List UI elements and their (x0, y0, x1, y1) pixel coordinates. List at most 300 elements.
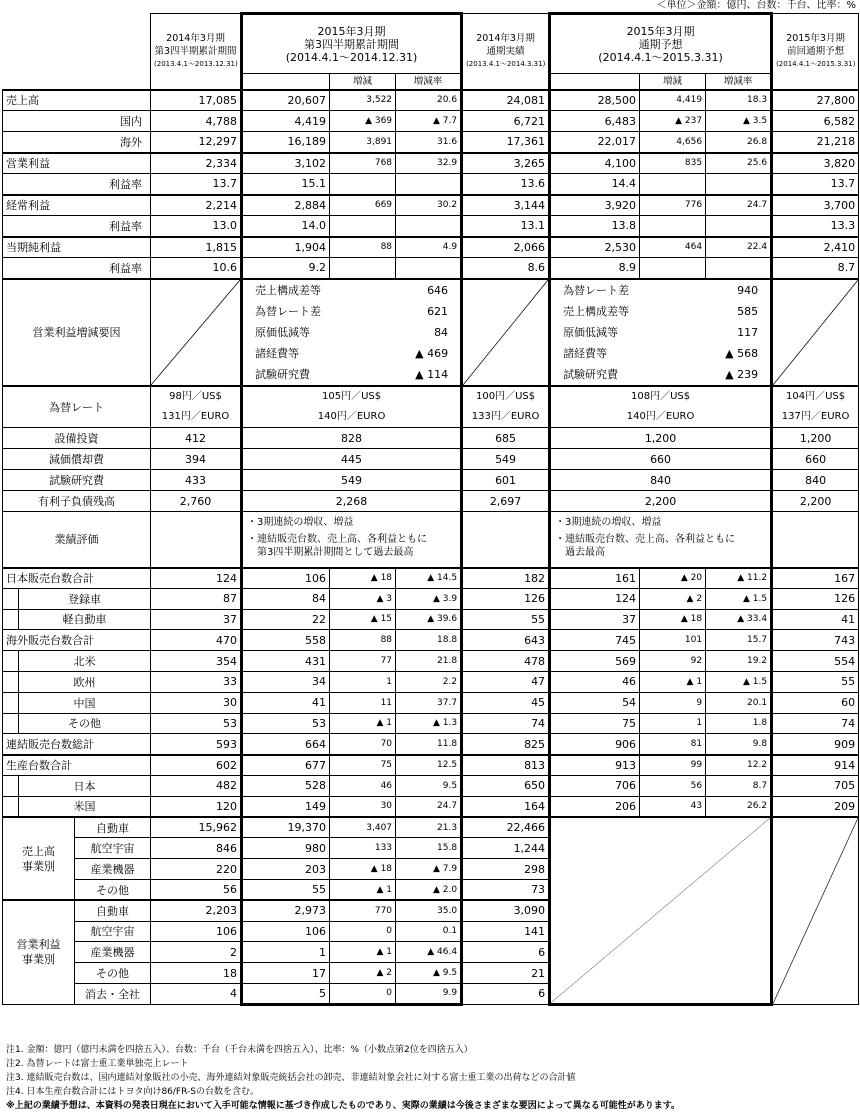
value-cell: 11 (330, 692, 396, 713)
value-cell: 6,582 (772, 111, 859, 132)
fx-cell (462, 386, 550, 428)
h5-title: 2015年3月期 (786, 32, 845, 44)
label-spacer (3, 609, 19, 630)
value-cell: 660 (550, 449, 772, 470)
fx-cell (550, 386, 772, 428)
value-cell: 549 (242, 470, 462, 491)
value-cell: 55 (772, 671, 859, 692)
financial-row (3, 90, 859, 111)
h3-title: 2014年3月期 (476, 32, 535, 44)
row-label: 海外販売台数合計 (3, 630, 151, 651)
factor-item (243, 364, 460, 385)
unit-row (3, 671, 859, 692)
value-cell: ▲ 14.5 (396, 568, 462, 589)
row-label: 経常利益 (3, 195, 75, 216)
value-cell: 22.4 (706, 237, 772, 258)
factor-value: 84 (434, 325, 449, 339)
value-cell: 18 (151, 963, 242, 984)
fx-usd: 108円／US$ (631, 390, 691, 402)
diag-cell (550, 817, 772, 1004)
label-spacer (3, 775, 19, 796)
value-cell: 914 (772, 755, 859, 776)
segment-label-1: 売上高 (22, 844, 55, 858)
factor-name: 試験研究費 (563, 367, 619, 381)
row-label: 減価償却費 (3, 449, 151, 470)
value-cell: 75 (330, 755, 396, 776)
corner-cell (3, 14, 151, 90)
value-cell: 9.8 (706, 734, 772, 755)
value-cell: 21,218 (772, 132, 859, 153)
value-cell: 19,370 (242, 817, 330, 838)
value-cell: 101 (640, 630, 706, 651)
value-cell: 25.6 (706, 153, 772, 174)
value-cell: 18.3 (706, 90, 772, 111)
value-cell: 55 (462, 609, 550, 630)
value-cell: 412 (151, 428, 242, 449)
diagonal-line (773, 818, 858, 1004)
value-cell: 13.0 (151, 216, 242, 237)
fx-eur: 140円／EURO (317, 410, 386, 422)
row-label: 生産台数合計 (3, 755, 151, 776)
factor-value: 117 (737, 325, 759, 339)
fx-usd: 98円／US$ (169, 390, 222, 402)
footnote: 注2. 為替レートは富士重工業単独売上レート (6, 1059, 189, 1069)
unit-row (3, 630, 859, 651)
financial-row (3, 174, 859, 195)
fx-cell (242, 386, 462, 428)
value-cell: 34 (242, 671, 330, 692)
value-cell: 27,800 (772, 90, 859, 111)
value-cell: 126 (772, 588, 859, 609)
value-cell: 650 (462, 775, 550, 796)
value-cell: 2,268 (242, 491, 462, 512)
h5-range: (2014.4.1～2015.3.31) (776, 59, 856, 68)
evaluation-row (3, 512, 859, 568)
row-label: 当期純利益 (3, 237, 75, 258)
factor-value: ▲ 568 (725, 346, 759, 360)
h4-title: 2015年3月期 (626, 24, 695, 38)
value-cell: 30 (151, 692, 242, 713)
label-spacer (75, 153, 151, 174)
value-cell: 0 (330, 921, 396, 942)
value-cell: 13.1 (462, 216, 550, 237)
value-cell (706, 174, 772, 195)
factor-item (243, 280, 460, 301)
value-cell: 30.2 (396, 195, 462, 216)
factor-name: 為替レート差 (563, 283, 630, 297)
value-cell: 9.2 (242, 258, 330, 279)
header-col5 (772, 14, 859, 90)
unit-row (3, 568, 859, 589)
footnotes (6, 1043, 856, 1113)
value-cell: 2,760 (151, 491, 242, 512)
value-cell: 164 (462, 796, 550, 817)
factor-value: 940 (737, 283, 759, 297)
value-cell: 569 (550, 651, 640, 672)
value-cell: 3,920 (550, 195, 640, 216)
value-cell: 56 (151, 879, 242, 900)
row-label: 営業利益 (3, 153, 75, 174)
value-cell: 87 (151, 588, 242, 609)
value-cell: 906 (550, 734, 640, 755)
value-cell (706, 258, 772, 279)
value-cell: 11.8 (396, 734, 462, 755)
value-cell: 1,200 (550, 428, 772, 449)
value-cell (640, 216, 706, 237)
unit-row (3, 713, 859, 734)
factor-item (243, 322, 460, 343)
row-sublabel: 海外 (19, 132, 151, 153)
value-cell: ▲ 33.4 (706, 609, 772, 630)
value-cell: ▲ 1.5 (706, 588, 772, 609)
value-cell: 3,522 (330, 90, 396, 111)
value-cell: 482 (151, 775, 242, 796)
footnote: 注3. 連結販売台数は、国内連結対象販社の小売、海外連結対象販売統括会社の卸売、非連結対象会社に対する富士重工業の出荷などの合計値 (6, 1073, 576, 1083)
value-cell: 768 (330, 153, 396, 174)
label-spacer (3, 713, 19, 734)
row-label: 試験研究費 (3, 470, 151, 491)
row-label: 設備投資 (3, 428, 151, 449)
value-cell (640, 174, 706, 195)
value-cell: 1 (330, 671, 396, 692)
value-cell: ▲ 18 (330, 859, 396, 880)
value-cell: 99 (640, 755, 706, 776)
value-cell: 8.6 (462, 258, 550, 279)
value-cell: 602 (151, 755, 242, 776)
value-cell (706, 216, 772, 237)
blank-cell (772, 512, 859, 568)
value-cell: 88 (330, 630, 396, 651)
footnote: ※上記の業績予想は、本資料の発表日現在において入手可能な情報に基づき作成したものであり、実際の業績は今後さまざまな要因によって異なる可能性があります。 (6, 1101, 681, 1111)
row-sublabel: 利益率 (19, 174, 151, 195)
value-cell: 21.3 (396, 817, 462, 838)
segment-label-2: 事業別 (22, 859, 55, 873)
value-cell: 21 (462, 963, 550, 984)
eval-line: 過去最高 (565, 547, 606, 558)
value-cell: 203 (242, 859, 330, 880)
value-cell: 2,334 (151, 153, 242, 174)
factor-value: 585 (737, 304, 759, 318)
value-cell: 30 (330, 796, 396, 817)
factor-name: 原価低減等 (255, 325, 311, 339)
h2-range: (2014.4.1～2014.12.31) (285, 50, 418, 64)
value-cell: 298 (462, 859, 550, 880)
row-sublabel: 北米 (19, 651, 151, 672)
value-cell: ▲ 237 (640, 111, 706, 132)
row-label: 日本販売台数合計 (3, 568, 151, 589)
value-cell: 2,410 (772, 237, 859, 258)
value-cell: 431 (242, 651, 330, 672)
unit-row (3, 609, 859, 630)
value-cell: 8.9 (550, 258, 640, 279)
value-cell: ▲ 2 (330, 963, 396, 984)
value-cell: 2,697 (462, 491, 550, 512)
value-cell: 149 (242, 796, 330, 817)
value-cell: 909 (772, 734, 859, 755)
value-cell: 13.7 (772, 174, 859, 195)
factor-item (551, 322, 770, 343)
value-cell: 4,788 (151, 111, 242, 132)
factor-name: 諸経費等 (255, 346, 300, 360)
earnings-table (2, 12, 859, 1006)
value-cell: 528 (242, 775, 330, 796)
value-cell: 124 (151, 568, 242, 589)
op-factor-label: 営業利益増減要因 (3, 279, 151, 386)
value-cell: 47 (462, 671, 550, 692)
value-cell: 643 (462, 630, 550, 651)
fx-eur: 131円／EURO (161, 410, 230, 422)
value-cell: 601 (462, 470, 550, 491)
value-cell: ▲ 11.2 (706, 568, 772, 589)
row-sublabel: 軽自動車 (19, 609, 151, 630)
financial-row (3, 258, 859, 279)
factor-name: 売上構成差等 (255, 283, 322, 297)
value-cell: 394 (151, 449, 242, 470)
value-cell: 12.2 (706, 755, 772, 776)
value-cell: 6 (462, 983, 550, 1004)
h2-title: 2015年3月期 (317, 24, 386, 38)
fx-cell (772, 386, 859, 428)
value-cell: 14.0 (242, 216, 330, 237)
value-cell: ▲ 1 (330, 879, 396, 900)
value-cell: 53 (151, 713, 242, 734)
fx-cell (151, 386, 242, 428)
value-cell: 28,500 (550, 90, 640, 111)
op-factors-q3 (242, 279, 462, 386)
eval-line: ・連結販売台数、売上高、各利益ともに (247, 534, 428, 545)
value-cell: 31.6 (396, 132, 462, 153)
row-sublabel: 利益率 (19, 216, 151, 237)
factor-name: 為替レート差 (255, 304, 322, 318)
factor-item (551, 280, 770, 301)
factor-value: ▲ 239 (725, 367, 759, 381)
unit-row (3, 651, 859, 672)
value-cell (396, 174, 462, 195)
value-cell: 17,361 (462, 132, 550, 153)
value-cell: 54 (550, 692, 640, 713)
value-cell: 35.0 (396, 900, 462, 921)
value-cell: ▲ 7.7 (396, 111, 462, 132)
value-cell: 6,721 (462, 111, 550, 132)
value-cell: 2,203 (151, 900, 242, 921)
value-cell: 4,419 (242, 111, 330, 132)
row-sublabel: 利益率 (19, 258, 151, 279)
row-sublabel: その他 (75, 879, 151, 900)
investment-row (3, 428, 859, 449)
value-cell: ▲ 9.5 (396, 963, 462, 984)
row-sublabel: 日本 (19, 775, 151, 796)
value-cell: 124 (550, 588, 640, 609)
value-cell: 2,530 (550, 237, 640, 258)
header-change-rate: 増減率 (706, 74, 772, 90)
value-cell: 4 (151, 983, 242, 1004)
label-spacer (3, 174, 19, 195)
value-cell: 22,466 (462, 817, 550, 838)
row-sublabel: その他 (19, 713, 151, 734)
fx-usd: 100円／US$ (476, 390, 536, 402)
row-sublabel: 自動車 (75, 900, 151, 921)
value-cell: 2,973 (242, 900, 330, 921)
row-sublabel: 航空宇宙 (75, 921, 151, 942)
financial-row (3, 153, 859, 174)
value-cell: 17,085 (151, 90, 242, 111)
header-col1 (151, 14, 242, 90)
value-cell: 84 (242, 588, 330, 609)
label-spacer (3, 258, 19, 279)
value-cell: 24.7 (706, 195, 772, 216)
value-cell (330, 216, 396, 237)
production-row (3, 775, 859, 796)
value-cell: 3,144 (462, 195, 550, 216)
value-cell: 3,891 (330, 132, 396, 153)
value-cell: 10.6 (151, 258, 242, 279)
value-cell: 46 (330, 775, 396, 796)
op-factor-row (3, 279, 859, 386)
value-cell: 106 (242, 568, 330, 589)
factor-name: 試験研究費 (255, 367, 311, 381)
value-cell: 554 (772, 651, 859, 672)
value-cell: 3,407 (330, 817, 396, 838)
value-cell: 73 (462, 879, 550, 900)
blank-cell (151, 512, 242, 568)
h1-sub: 第3四半期累計期間 (154, 45, 237, 57)
value-cell: 141 (462, 921, 550, 942)
value-cell: 980 (242, 838, 330, 859)
value-cell: 56 (640, 775, 706, 796)
value-cell: 13.3 (772, 216, 859, 237)
production-row (3, 796, 859, 817)
value-cell: 75 (550, 713, 640, 734)
footnote: 注4. 日本生産台数合計にはトヨタ向け86/FR-Sの台数を含む。 (6, 1087, 259, 1097)
diag-cell (772, 817, 859, 1004)
value-cell: 33 (151, 671, 242, 692)
label-spacer (3, 651, 19, 672)
value-cell: 706 (550, 775, 640, 796)
label-spacer (3, 796, 19, 817)
evaluation-q3 (242, 512, 462, 568)
value-cell: 0 (330, 983, 396, 1004)
value-cell: 825 (462, 734, 550, 755)
header-row (3, 14, 859, 40)
value-cell: 470 (151, 630, 242, 651)
label-spacer (75, 237, 151, 258)
diag-cell (772, 279, 859, 386)
h4-sub: 通期予想 (638, 37, 683, 51)
header-change: 増減 (640, 74, 706, 90)
value-cell: 5 (242, 983, 330, 1004)
value-cell: 549 (462, 449, 550, 470)
value-cell: 6 (462, 942, 550, 963)
value-cell: 0.1 (396, 921, 462, 942)
value-cell: 15.7 (706, 630, 772, 651)
factor-name: 諸経費等 (563, 346, 608, 360)
value-cell: 770 (330, 900, 396, 921)
fx-eur: 140円／EURO (626, 410, 695, 422)
value-cell: 593 (151, 734, 242, 755)
value-cell: 15.1 (242, 174, 330, 195)
value-cell: 32.9 (396, 153, 462, 174)
value-cell: 37.7 (396, 692, 462, 713)
fx-label: 為替レート (3, 386, 151, 428)
value-cell: ▲ 20 (640, 568, 706, 589)
diag-cell (151, 279, 242, 386)
value-cell: 354 (151, 651, 242, 672)
eval-line: ・3期連続の増収、増益 (247, 517, 354, 528)
value-cell: 37 (550, 609, 640, 630)
row-sublabel: 中国 (19, 692, 151, 713)
value-cell: ▲ 369 (330, 111, 396, 132)
unit-row (3, 734, 859, 755)
value-cell: 478 (462, 651, 550, 672)
header-col4 (550, 14, 772, 74)
production-row (3, 755, 859, 776)
fx-row (3, 386, 859, 428)
value-cell: 45 (462, 692, 550, 713)
value-cell: ▲ 18 (330, 568, 396, 589)
value-cell: 18.8 (396, 630, 462, 651)
value-cell: 3,700 (772, 195, 859, 216)
h3-sub: 通期実績 (486, 45, 525, 57)
value-cell: ▲ 7.9 (396, 859, 462, 880)
footnote: 注1. 金額：億円（億円未満を四捨五入）、台数：千台（千台未満を四捨五入）、比率：%（小数点第2位を四捨五入） (6, 1045, 473, 1055)
h3-range: (2013.4.1～2014.3.31) (466, 59, 546, 68)
value-cell (396, 258, 462, 279)
value-cell: 106 (242, 921, 330, 942)
value-cell: 24.7 (396, 796, 462, 817)
value-cell: 1,200 (772, 428, 859, 449)
value-cell: 660 (772, 449, 859, 470)
value-cell: 4.9 (396, 237, 462, 258)
value-cell: ▲ 46.4 (396, 942, 462, 963)
value-cell: ▲ 3.9 (396, 588, 462, 609)
unit-row (3, 692, 859, 713)
value-cell: 20.6 (396, 90, 462, 111)
investment-row (3, 449, 859, 470)
value-cell: 677 (242, 755, 330, 776)
value-cell: 846 (151, 838, 242, 859)
value-cell: 4,100 (550, 153, 640, 174)
label-spacer (3, 111, 19, 132)
fx-eur: 137円／EURO (781, 410, 850, 422)
value-cell: ▲ 1 (330, 942, 396, 963)
diagonal-line (151, 280, 240, 385)
value-cell: 15,962 (151, 817, 242, 838)
value-cell: 20.1 (706, 692, 772, 713)
header-blank (242, 74, 330, 90)
value-cell: ▲ 2.0 (396, 879, 462, 900)
header-col2 (242, 14, 462, 74)
value-cell: 43 (640, 796, 706, 817)
value-cell: ▲ 2 (640, 588, 706, 609)
value-cell: 4,419 (640, 90, 706, 111)
unit-row (3, 588, 859, 609)
value-cell: 2,200 (772, 491, 859, 512)
value-cell: 3,090 (462, 900, 550, 921)
value-cell: ▲ 1 (640, 671, 706, 692)
op-factors-full (550, 279, 772, 386)
row-label: 連結販売台数総計 (3, 734, 151, 755)
value-cell: 8.7 (706, 775, 772, 796)
label-spacer (3, 216, 19, 237)
value-cell: 161 (550, 568, 640, 589)
value-cell: 6,483 (550, 111, 640, 132)
value-cell: 22,017 (550, 132, 640, 153)
value-cell: 19.2 (706, 651, 772, 672)
value-cell: 840 (550, 470, 772, 491)
row-sublabel: 産業機器 (75, 859, 151, 880)
factor-item (243, 343, 460, 364)
evaluation-label: 業績評価 (3, 512, 151, 568)
